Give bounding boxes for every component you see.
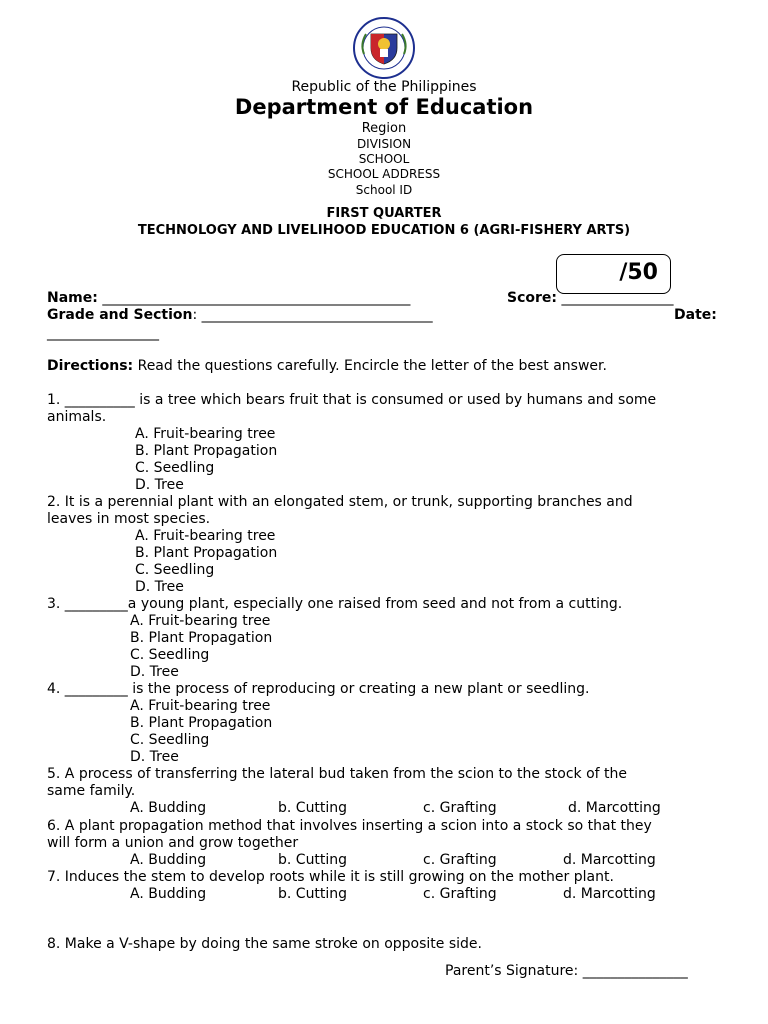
subject-heading: TECHNOLOGY AND LIVELIHOOD EDUCATION 6 (AGRI-FISHERY ARTS) [137,223,631,238]
q5-option-a[interactable]: A. Budding [130,800,207,816]
school-label: SCHOOL [358,152,410,166]
q3-option-a[interactable]: A. Fruit-bearing tree [130,613,271,629]
q5-option-b[interactable]: b. Cutting [278,800,348,816]
date-label: Date: [674,307,717,323]
q2-option-d[interactable]: D. Tree [135,579,184,595]
deped-seal-logo [337,16,431,80]
q1-option-d[interactable]: D. Tree [135,477,184,493]
q7-option-b[interactable]: b. Cutting [278,886,348,902]
region-label: Region [361,121,407,136]
question-2-line-1: 2. It is a perennial plant with an elongated stem, or trunk, supporting branches and [47,494,633,510]
q4-option-b[interactable]: B. Plant Propagation [130,715,273,731]
name-field [47,290,410,307]
department-title: Department of Education [234,95,534,119]
question-3: 3. _________a young plant, especially one raised from seed and not from a cutting. [47,596,623,612]
q1-option-c[interactable]: C. Seedling [135,460,215,476]
q3-option-c[interactable]: C. Seedling [130,647,210,663]
question-8: 8. Make a V-shape by doing the same stroke on opposite side. [47,936,482,952]
question-7: 7. Induces the stem to develop roots while it is still growing on the mother plant. [47,869,614,885]
score-total: /50 [619,260,658,285]
school-address-label: SCHOOL ADDRESS [327,167,441,181]
name-label: Name: [47,290,98,306]
grade-colon: : [192,307,198,323]
q5-option-c[interactable]: c. Grafting [423,800,497,816]
grade-blank[interactable]: _________________________________ [201,307,433,323]
directions-text: Read the questions carefully. Encircle the letter of the best answer. [133,358,607,374]
score-box [556,254,671,294]
q7-option-c[interactable]: c. Grafting [423,886,497,902]
q2-option-a[interactable]: A. Fruit-bearing tree [135,528,276,544]
parent-signature-field[interactable]: Parent’s Signature: _______________ [445,963,688,979]
quarter-heading: FIRST QUARTER [326,206,442,221]
question-4: 4. _________ is the process of reproducing or creating a new plant or seedling. [47,681,590,697]
country-heading: Republic of the Philippines [291,79,477,95]
question-2-line-2: leaves in most species. [47,511,211,527]
score-blank[interactable]: ________________ [561,290,674,306]
question-5-line-1: 5. A process of transferring the lateral bud taken from the scion to the stock of the [47,766,627,782]
q3-option-d[interactable]: D. Tree [130,664,179,680]
date-blank[interactable]: ________________ [47,325,159,341]
q6-option-b[interactable]: b. Cutting [278,852,348,868]
q4-option-d[interactable]: D. Tree [130,749,179,765]
grade-field [47,307,433,324]
q3-option-b[interactable]: B. Plant Propagation [130,630,273,646]
q4-option-c[interactable]: C. Seedling [130,732,210,748]
score-field [507,290,673,307]
q1-option-b[interactable]: B. Plant Propagation [135,443,278,459]
q7-option-d[interactable]: d. Marcotting [563,886,656,902]
q7-option-a[interactable]: A. Budding [130,886,207,902]
q5-option-d[interactable]: d. Marcotting [568,800,661,816]
q6-option-a[interactable]: A. Budding [130,852,207,868]
score-label: Score: [507,290,557,306]
question-5-line-2: same family. [47,783,136,799]
question-6-line-2: will form a union and grow together [47,835,299,851]
division-label: DIVISION [356,137,412,151]
q6-option-c[interactable]: c. Grafting [423,852,497,868]
q6-option-d[interactable]: d. Marcotting [563,852,656,868]
directions-label: Directions: [47,358,134,374]
question-1-line-1: 1. __________ is a tree which bears fruit that is consumed or used by humans and some [47,392,657,408]
school-id-label: School ID [355,183,413,197]
question-6-line-1: 6. A plant propagation method that involves inserting a scion into a stock so that they [47,818,652,834]
grade-label: Grade and Section [47,307,193,323]
question-1-line-2: animals. [47,409,107,425]
q2-option-c[interactable]: C. Seedling [135,562,215,578]
q2-option-b[interactable]: B. Plant Propagation [135,545,278,561]
directions [47,358,607,375]
q4-option-a[interactable]: A. Fruit-bearing tree [130,698,271,714]
q1-option-a[interactable]: A. Fruit-bearing tree [135,426,276,442]
name-blank[interactable]: ____________________________________________ [102,290,411,306]
